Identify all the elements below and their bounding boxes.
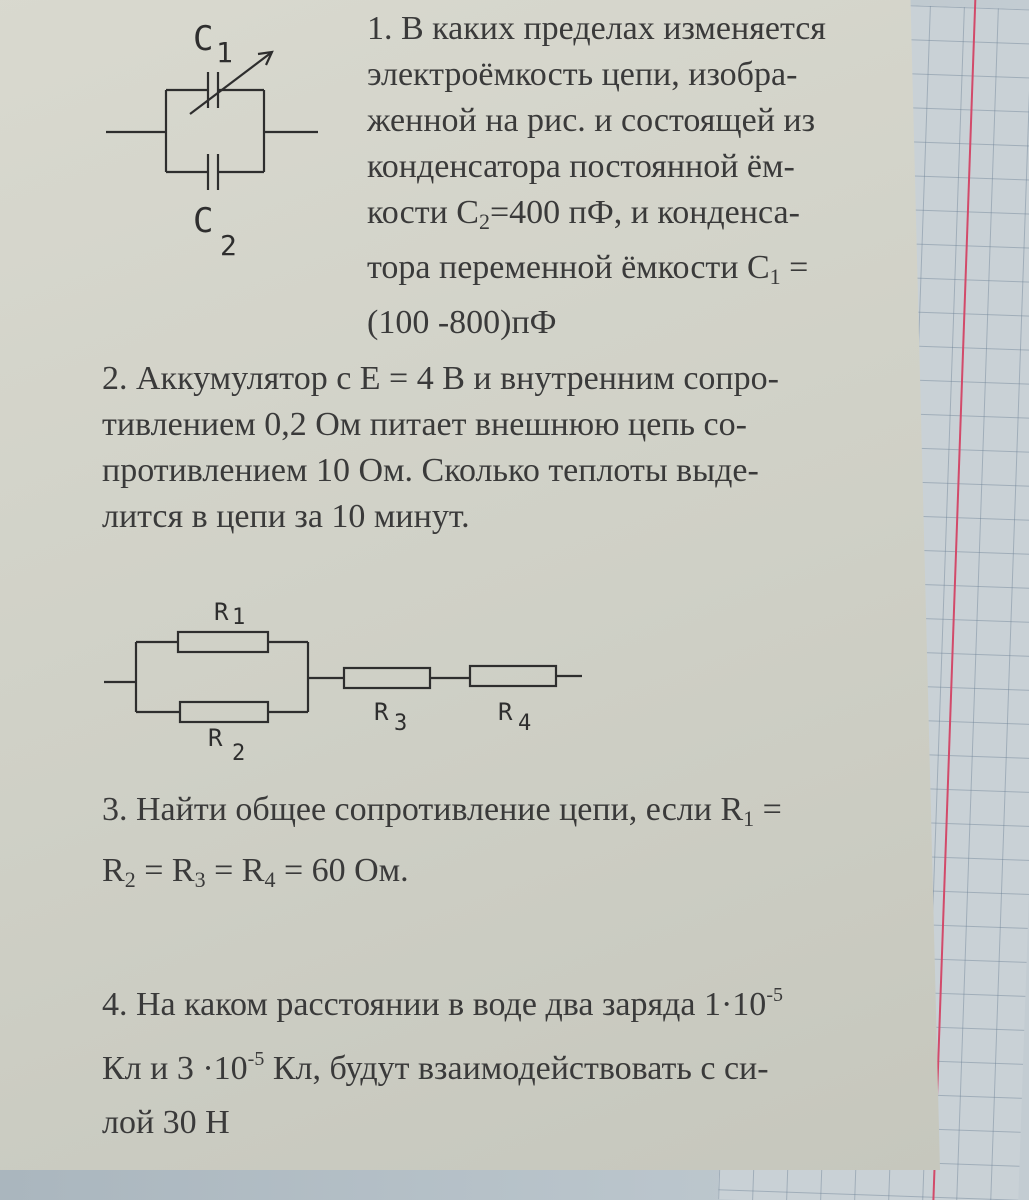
r2-index: 2 — [232, 741, 246, 766]
r4-index: 4 — [518, 711, 532, 736]
problem-2-line: тивлением 0,2 Ом питает внешнюю цепь со- — [102, 406, 747, 443]
r1-index: 1 — [232, 605, 246, 630]
problem-1-line: 1. В каких пределах изменяется — [367, 10, 826, 47]
r3-index: 3 — [394, 711, 408, 736]
exponent: -5 — [247, 1048, 265, 1070]
problem-3-equals: = — [754, 791, 782, 828]
problem-4-text — [102, 968, 912, 1150]
problem-4-line — [102, 1032, 912, 1096]
c1-label: C — [193, 19, 214, 59]
r-symbol: R — [102, 852, 125, 889]
c2-subscript: 2 — [478, 209, 490, 234]
r-symbol: R — [241, 852, 265, 889]
problem-2-line: 2. Аккумулятор с E = 4 В и внутренним сопро- — [102, 360, 779, 397]
problem-4-line — [102, 968, 912, 1032]
r4-subscript: 4 — [264, 867, 276, 892]
problem-1-line: женной на рис. и состоящей из — [367, 102, 816, 139]
problem-3-question: 3. Найти общее сопротивление цепи, если R — [102, 791, 744, 828]
equals-sign: = — [135, 852, 172, 889]
r4-label: R — [498, 698, 513, 726]
r3-subscript: 3 — [194, 867, 206, 892]
capacitor-circuit-diagram — [100, 10, 340, 260]
charge-value: Кл и 3 ·10 — [102, 1050, 248, 1087]
equals-sign: = — [205, 852, 242, 889]
r2-label: R — [208, 724, 223, 752]
problem-2-text — [102, 356, 892, 540]
problem-1-line — [367, 245, 887, 300]
r2-subscript: 2 — [124, 867, 136, 892]
problem-3-line — [102, 784, 902, 845]
resistance-value: = 60 Ом. — [275, 852, 409, 889]
problem-1-line: конденсатора постоянной ём- — [367, 148, 795, 185]
r1-subscript: 1 — [743, 806, 755, 831]
r3-label: R — [374, 698, 389, 726]
problem-1-text — [367, 6, 887, 346]
problem-4-question: 4. На каком расстоянии в воде два заряда 1·10 — [102, 986, 767, 1023]
problem-3-line — [102, 845, 902, 906]
problem-1-line: электроёмкость цепи, изобра- — [367, 56, 798, 93]
problem-2-line: противлением 10 Ом. Сколько теплоты выде- — [102, 452, 759, 489]
c1-subscript: 1 — [769, 264, 781, 289]
problem-4-line: лой 30 Н — [102, 1104, 230, 1141]
c2-index: 2 — [220, 229, 237, 260]
problem-1-line-rest: =400 пФ, и конденса- — [489, 194, 800, 231]
problem-1-line: (100 -800)пФ — [367, 304, 557, 341]
problem-2-line: лится в цепи за 10 минут. — [102, 498, 470, 535]
problem-1-c2-text: кости C — [367, 194, 479, 231]
problem-4-line-rest: Кл, будут взаимодействовать с си- — [264, 1050, 769, 1087]
r1-label: R — [214, 598, 229, 626]
resistor-circuit-diagram — [100, 590, 590, 770]
problem-1-c1-text: тора переменной ёмкости C — [367, 249, 770, 286]
c2-label: C — [193, 201, 214, 241]
problem-1-equals: = — [780, 249, 809, 286]
exponent: -5 — [766, 984, 783, 1006]
problem-3-text — [102, 784, 902, 906]
c1-index: 1 — [216, 36, 233, 69]
problem-1-line — [367, 190, 887, 245]
r-symbol: R — [171, 852, 195, 889]
